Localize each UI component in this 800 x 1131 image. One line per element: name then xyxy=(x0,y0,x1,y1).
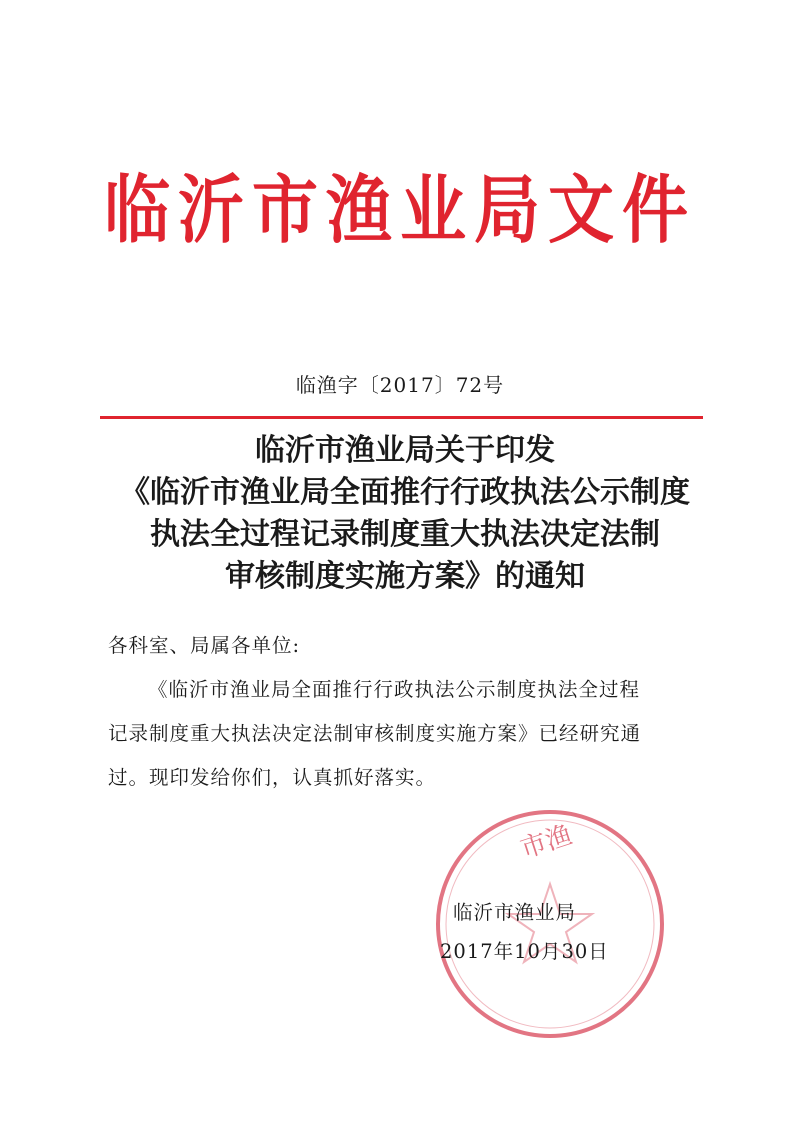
body-line: 《临沂市渔业局全面推行行政执法公示制度执法全过程 xyxy=(148,678,641,701)
document-body xyxy=(108,624,693,800)
title-line: 临沂市渔业局关于印发 xyxy=(255,433,555,468)
seal-text: 市渔 xyxy=(516,820,576,865)
issuer-title: 临沂市渔业局文件 xyxy=(104,167,696,254)
red-divider-line xyxy=(100,416,703,419)
title-line: 执法全过程记录制度重大执法决定法制 xyxy=(150,517,660,552)
body-line: 记录制度重大执法决定法制审核制度实施方案》已经研究通 xyxy=(108,722,642,745)
title-line: 《临沂市渔业局全面推行行政执法公示制度 xyxy=(120,475,690,510)
document-title xyxy=(60,430,750,598)
issue-date: 2017年10月30日 xyxy=(440,940,609,963)
title-line: 审核制度实施方案》的通知 xyxy=(225,559,585,594)
document-number: 临渔字〔2017〕72号 xyxy=(295,373,505,397)
body-line: 过。现印发给你们，认真抓好落实。 xyxy=(108,766,437,789)
salutation: 各科室、局属各单位: xyxy=(108,634,301,657)
issuer-signature: 临沂市渔业局 xyxy=(453,901,577,924)
